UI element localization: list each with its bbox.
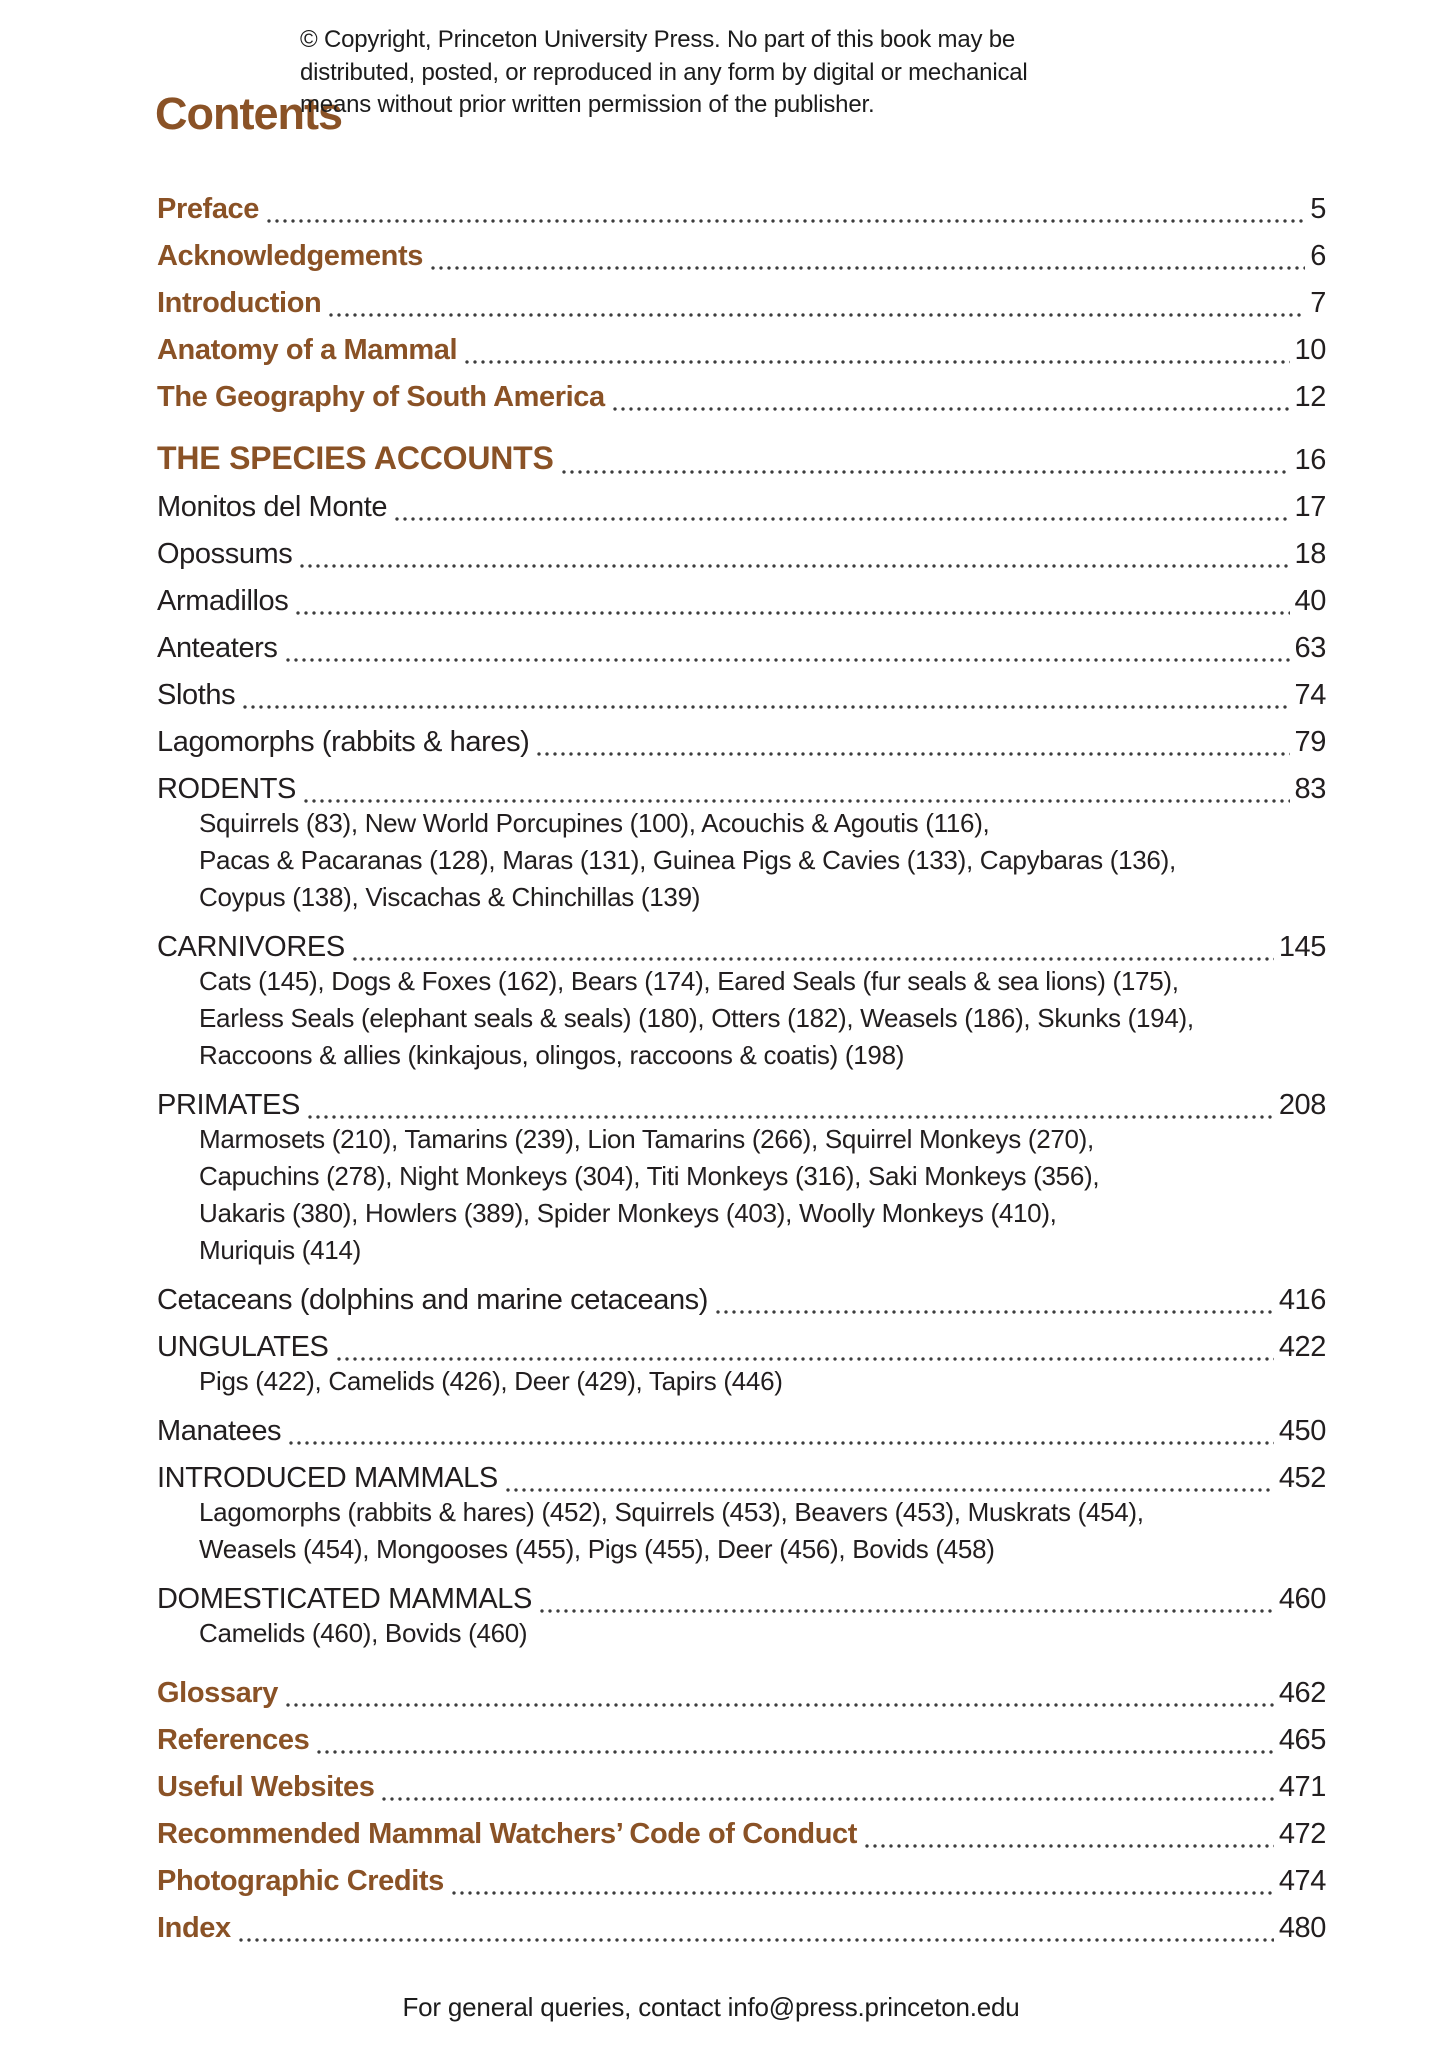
dot-leader	[296, 611, 1289, 615]
toc-entry-page: 18	[1294, 538, 1326, 570]
toc-entry	[157, 186, 1326, 233]
toc-entry-label: Useful Websites	[157, 1771, 375, 1803]
dot-leader	[540, 1609, 1274, 1613]
toc-entry-page: 208	[1278, 1089, 1326, 1121]
toc-sub-line: Cats (145), Dogs & Foxes (162), Bears (174), Eared Seals (fur seals & sea lions) (175),	[199, 966, 1179, 996]
toc-entry-page: 452	[1278, 1462, 1326, 1494]
dot-leader	[289, 1441, 1274, 1445]
toc-entry-label: Recommended Mammal Watchers’ Code of Conduct	[157, 1818, 857, 1850]
toc-entry-page: 7	[1310, 287, 1326, 319]
toc-sub-line: Earless Seals (elephant seals & seals) (180), Otters (182), Weasels (186), Skunks (194),	[199, 1003, 1194, 1033]
toc-sub-entries	[157, 963, 1326, 1074]
dot-leader	[286, 658, 1290, 662]
toc-sub-line: Marmosets (210), Tamarins (239), Lion Tamarins (266), Squirrel Monkeys (270),	[199, 1124, 1094, 1154]
dot-leader	[452, 1891, 1274, 1895]
toc-entry-label: UNGULATES	[157, 1331, 329, 1363]
dot-leader	[431, 266, 1305, 270]
toc-entry	[157, 233, 1326, 280]
dot-leader	[716, 1310, 1274, 1314]
toc-entry-page: 40	[1294, 585, 1326, 617]
toc-sub-line: Uakaris (380), Howlers (389), Spider Monkeys (403), Woolly Monkeys (410),	[199, 1198, 1057, 1228]
toc-entry-label: Sloths	[157, 679, 236, 711]
toc-entry-label: Photographic Credits	[157, 1865, 444, 1897]
dot-leader	[382, 1797, 1273, 1801]
toc-entry-page: 416	[1278, 1284, 1326, 1316]
dot-leader	[353, 957, 1274, 961]
toc-entry-page: 17	[1294, 491, 1326, 523]
toc-entry-page: 83	[1294, 773, 1326, 805]
toc-entry-page: 460	[1278, 1583, 1326, 1615]
toc-entry-page: 450	[1278, 1415, 1326, 1447]
toc-entry-label: THE SPECIES ACCOUNTS	[157, 440, 554, 476]
toc-entry	[157, 1764, 1326, 1811]
toc-sub-line: Muriquis (414)	[199, 1235, 361, 1265]
toc-entry	[157, 719, 1326, 766]
dot-leader	[395, 517, 1289, 521]
dot-leader	[308, 1115, 1274, 1119]
dot-leader	[286, 1703, 1274, 1707]
toc-sub-line: Raccoons & allies (kinkajous, olingos, raccoons & coatis) (198)	[199, 1040, 905, 1070]
dot-leader	[337, 1357, 1274, 1361]
copyright-line: means without prior written permission of the publisher.	[300, 91, 875, 118]
toc-entry	[157, 374, 1326, 421]
toc-entry-label: Lagomorphs (rabbits & hares)	[157, 726, 530, 758]
toc-entry-page: 79	[1294, 726, 1326, 758]
toc-entry-page: 474	[1278, 1865, 1326, 1897]
toc-entry-label: Preface	[157, 193, 259, 225]
toc-sub-line: Squirrels (83), New World Porcupines (100), Acouchis & Agoutis (116),	[199, 808, 990, 838]
toc-entry	[157, 280, 1326, 327]
toc-entry	[157, 1717, 1326, 1764]
dot-leader	[506, 1488, 1274, 1492]
toc-sub-line: Pigs (422), Camelids (426), Deer (429), Tapirs (446)	[199, 1366, 783, 1396]
toc-entry	[157, 578, 1326, 625]
toc-entry-label: PRIMATES	[157, 1089, 300, 1121]
toc-sub-line: Lagomorphs (rabbits & hares) (452), Squirrels (453), Beavers (453), Muskrats (454),	[199, 1497, 1144, 1527]
toc-sub-line: Weasels (454), Mongooses (455), Pigs (455), Deer (456), Bovids (458)	[199, 1534, 995, 1564]
toc-entry-page: 462	[1278, 1677, 1326, 1709]
toc-entry-label: Glossary	[157, 1677, 278, 1709]
page-title: Contents	[155, 88, 342, 139]
toc-entry-label: RODENTS	[157, 773, 296, 805]
toc-entry-label: DOMESTICATED MAMMALS	[157, 1583, 532, 1615]
toc-entry-page: 145	[1278, 931, 1326, 963]
toc-entry	[157, 327, 1326, 374]
toc-entry-page: 480	[1278, 1912, 1326, 1944]
toc-entry	[157, 625, 1326, 672]
toc-entry	[157, 1811, 1326, 1858]
toc-entry-label: The Geography of South America	[157, 381, 605, 413]
toc-entry-label: Manatees	[157, 1415, 282, 1447]
copyright-line: distributed, posted, or reproduced in any form by digital or mechanical	[300, 58, 1028, 86]
dot-leader	[304, 799, 1290, 803]
toc-entry-page: 471	[1278, 1771, 1326, 1803]
toc-entry	[157, 484, 1326, 531]
toc-sub-entries	[157, 1121, 1326, 1269]
toc-entry-page: 10	[1294, 334, 1326, 366]
toc-sub-line: Capuchins (278), Night Monkeys (304), Titi Monkeys (316), Saki Monkeys (356),	[199, 1161, 1100, 1191]
toc-sub-line: Pacas & Pacaranas (128), Maras (131), Guinea Pigs & Cavies (133), Capybaras (136),	[199, 845, 1176, 875]
toc-entry-label: Index	[157, 1912, 231, 1944]
dot-leader	[267, 219, 1305, 223]
dot-leader	[243, 705, 1289, 709]
dot-leader	[317, 1750, 1273, 1754]
toc-entry-label: Anatomy of a Mammal	[157, 334, 458, 366]
toc-entry	[157, 1408, 1326, 1455]
dot-leader	[613, 407, 1290, 411]
toc-list	[157, 186, 1326, 1952]
toc-sub-entries	[157, 1363, 1326, 1400]
toc-entry-page: 74	[1294, 679, 1326, 711]
toc-entry	[157, 435, 1326, 484]
dot-leader	[537, 752, 1289, 756]
toc-entry-page: 472	[1278, 1818, 1326, 1850]
toc-entry-label: Cetaceans (dolphins and marine cetaceans)	[157, 1284, 709, 1316]
toc-entry-label: INTRODUCED MAMMALS	[157, 1462, 498, 1494]
toc-sub-line: Coypus (138), Viscachas & Chinchillas (139)	[199, 882, 701, 912]
toc-entry-label: Opossums	[157, 538, 293, 570]
toc-entry-page: 422	[1278, 1331, 1326, 1363]
toc-sub-entries	[157, 805, 1326, 916]
toc-sub-line: Camelids (460), Bovids (460)	[199, 1618, 528, 1648]
toc-spacer	[157, 1660, 1326, 1670]
toc-entry	[157, 1670, 1326, 1717]
toc-entry	[157, 531, 1326, 578]
toc-entry-page: 12	[1294, 381, 1326, 413]
dot-leader	[465, 360, 1289, 364]
toc-entry	[157, 1905, 1326, 1952]
toc-entry-page: 5	[1310, 193, 1326, 225]
toc-entry-page: 6	[1310, 240, 1326, 272]
dot-leader	[300, 564, 1289, 568]
toc-entry-label: Monitos del Monte	[157, 491, 388, 523]
toc-entry-page: 465	[1278, 1724, 1326, 1756]
toc-entry-label: References	[157, 1724, 310, 1756]
toc-entry-label: CARNIVORES	[157, 931, 345, 963]
copyright-line: © Copyright, Princeton University Press. No part of this book may be	[300, 26, 1016, 53]
toc-sub-entries	[157, 1494, 1326, 1568]
footer-contact: For general queries, contact info@press.princeton.edu	[402, 1992, 1020, 2022]
dot-leader	[865, 1844, 1274, 1848]
dot-leader	[239, 1938, 1274, 1942]
toc-entry-label: Anteaters	[157, 632, 278, 664]
toc-entry-page: 63	[1294, 632, 1326, 664]
toc-entry-page: 16	[1294, 444, 1326, 476]
toc-entry-label: Acknowledgements	[157, 240, 423, 272]
toc-entry	[157, 1277, 1326, 1324]
toc-entry	[157, 672, 1326, 719]
dot-leader	[329, 313, 1305, 317]
copyright-notice	[300, 24, 1028, 122]
toc-spacer	[157, 421, 1326, 435]
dot-leader	[562, 470, 1290, 474]
toc-entry-label: Armadillos	[157, 585, 289, 617]
toc-entry-label: Introduction	[157, 287, 322, 319]
toc-entry	[157, 1858, 1326, 1905]
toc-sub-entries	[157, 1615, 1326, 1652]
